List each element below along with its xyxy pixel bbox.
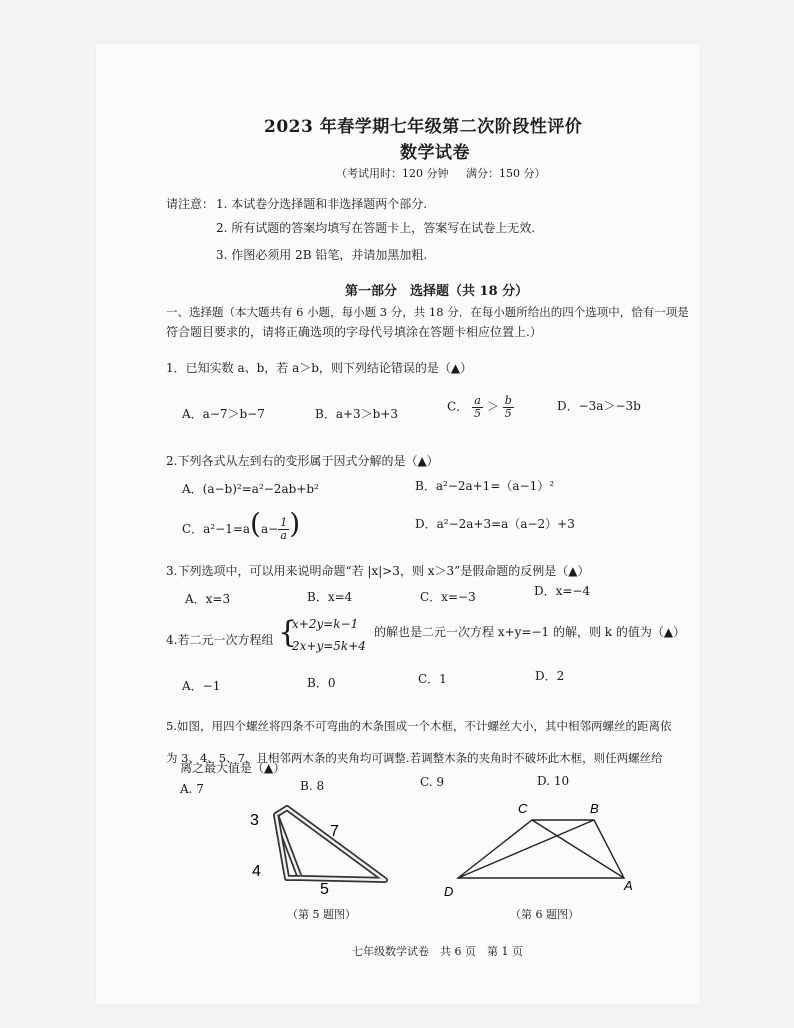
q4-equation-2: 2x+y=5k+4	[292, 639, 366, 653]
q3-option-a: A．x=3	[185, 592, 231, 606]
figure-6-caption: （第 6 题图）	[510, 908, 579, 921]
exam-title: 2023 年春学期七年级第二次阶段性评价	[264, 117, 583, 137]
q2-stem: 2.下列各式从左到右的变形属于因式分解的是（▲）	[166, 454, 439, 468]
q5-stem: 为 3、4、5、7，且相邻两木条的夹角均可调整.若调整木条的夹角时不破坏此木框，则任两螺丝给	[166, 751, 663, 765]
vertex-label-a: A	[624, 878, 633, 893]
q2-option-a: A．(a−b)²=a²−2ab+b²	[182, 482, 319, 496]
q1-option-a: A．a−7＞b−7	[182, 407, 265, 421]
q5-option-b: B. 8	[300, 779, 325, 793]
q3-option-d: D．x=−4	[534, 584, 591, 598]
q4-option-d: D．2	[535, 669, 565, 683]
notes-label: 请注意：	[166, 197, 215, 211]
part1-intro: 一、选择题（本大题共有 6 小题，每小题 3 分，共 18 分．在每小题所给出的四个选项中，恰有一项是	[166, 305, 689, 319]
q5-option-a: A. 7	[180, 782, 204, 796]
q1-option-b: B．a+3＞b+3	[315, 407, 399, 421]
note-item: 3. 作图必须用 2B 铅笔，并请加黑加粗.	[216, 248, 428, 262]
q5-stem: 5.如图，用四个螺丝将四条不可弯曲的木条围成一个木框，不计螺丝大小，其中相邻两螺丝的距离依	[166, 719, 672, 733]
fig5-side-label-top: 3	[250, 812, 259, 829]
figure-5-caption: （第 5 题图）	[287, 908, 356, 921]
q5-option-d: D. 10	[537, 774, 570, 788]
vertex-label-c: C	[518, 801, 528, 816]
q4-equation-1: x+2y=k−1	[292, 617, 359, 631]
exam-subtitle: 数学试卷	[400, 143, 470, 163]
fig5-side-label-right: 7	[330, 823, 339, 840]
quadrilateral-lines	[458, 820, 624, 878]
q2-option-d: D．a²−2a+3=a（a−2）+3	[415, 517, 575, 531]
fig5-side-label-bottom: 5	[320, 881, 329, 898]
q1-option-c: C． $\frac{a}{5}$ ＞ $\frac{b}{5}$	[447, 394, 512, 420]
q4-stem-post: 的解也是二元一次方程 x+y=−1 的解，则 k 的值为（▲）	[374, 625, 686, 639]
part1-intro: 符合题目要求的，请将正确选项的字母代号填涂在答题卡相应位置上.）	[166, 325, 542, 339]
q1-stem: 1．已知实数 a、b，若 a＞b，则下列结论错误的是（▲）	[166, 361, 473, 375]
vertex-label-b: B	[590, 801, 599, 816]
note-item: 2. 所有试题的答案均填写在答题卡上，答案写在试卷上无效.	[216, 221, 536, 235]
q4-option-c: C．1	[418, 672, 447, 686]
q3-option-b: B．x=4	[307, 590, 353, 604]
figure-6-quadrilateral	[440, 800, 640, 900]
page-footer: 七年级数学试卷 共 6 页 第 1 页	[352, 945, 523, 958]
exam-score: 满分：150 分）	[466, 167, 546, 180]
frame-planks	[276, 808, 385, 880]
note-item: 1. 本试卷分选择题和非选择题两个部分.	[216, 197, 428, 211]
q3-option-c: C．x=−3	[420, 590, 476, 604]
q4-brace: {	[278, 615, 298, 650]
q1-option-d: D．−3a＞−3b	[557, 399, 641, 413]
q5-option-c: C. 9	[420, 775, 445, 789]
q4-stem-pre: 4.若二元一次方程组	[166, 633, 274, 647]
q3-stem: 3.下列选项中，可以用来说明命题“若 |x|>3，则 x＞3”是假命题的反例是（▲）	[166, 564, 590, 578]
q4-option-a: A．−1	[182, 679, 221, 693]
q2-option-c: C．a²−1=a(a− $\frac{1}{a}$ )	[182, 507, 301, 542]
q2-option-b: B．a²−2a+1=（a−1）²	[415, 479, 555, 493]
part1-heading: 第一部分 选择题（共 18 分）	[345, 284, 529, 299]
figure-5-wooden-frame	[240, 800, 410, 900]
q5-stem: 离之最大值是（▲）	[180, 761, 286, 775]
exam-time: （考试用时：120 分钟	[336, 167, 449, 180]
fig5-side-label-left: 4	[252, 863, 261, 880]
vertex-label-d: D	[444, 884, 454, 899]
q4-option-b: B．0	[307, 676, 336, 690]
